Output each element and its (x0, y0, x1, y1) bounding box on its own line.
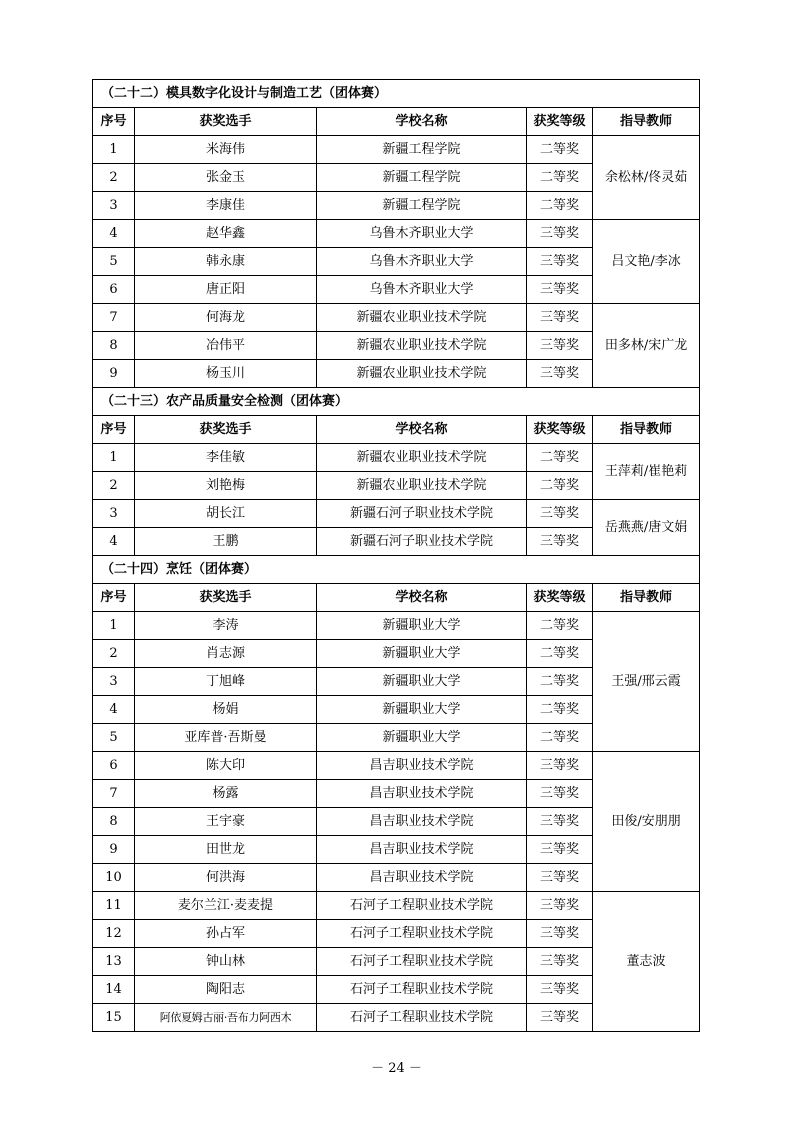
winner-name: 韩永康 (135, 248, 317, 276)
teacher-name: 岳燕燕/唐文娟 (593, 500, 700, 556)
award-level: 三等奖 (527, 304, 593, 332)
school-name: 石河子工程职业技术学院 (317, 1004, 527, 1032)
winner-name: 杨玉川 (135, 360, 317, 388)
row-number: 4 (93, 528, 135, 556)
row-number: 1 (93, 444, 135, 472)
header-winner: 获奖选手 (135, 416, 317, 444)
row-number: 6 (93, 752, 135, 780)
teacher-name: 吕文艳/李冰 (593, 220, 700, 304)
award-level: 二等奖 (527, 696, 593, 724)
school-name: 新疆职业大学 (317, 724, 527, 752)
award-level: 三等奖 (527, 332, 593, 360)
winner-name: 何洪海 (135, 864, 317, 892)
school-name: 乌鲁木齐职业大学 (317, 276, 527, 304)
row-number: 3 (93, 192, 135, 220)
school-name: 昌吉职业技术学院 (317, 780, 527, 808)
school-name: 新疆石河子职业技术学院 (317, 500, 527, 528)
teacher-name: 董志波 (593, 892, 700, 1032)
winner-name: 陈大印 (135, 752, 317, 780)
page-number: － 24 － (371, 1061, 422, 1076)
row-number: 4 (93, 696, 135, 724)
award-level: 二等奖 (527, 640, 593, 668)
school-name: 新疆工程学院 (317, 192, 527, 220)
section-title: （二十二）模具数字化设计与制造工艺（团体赛） (93, 80, 700, 108)
row-number: 15 (93, 1004, 135, 1032)
award-level: 二等奖 (527, 136, 593, 164)
school-name: 新疆职业大学 (317, 612, 527, 640)
winner-name: 冶伟平 (135, 332, 317, 360)
award-level: 三等奖 (527, 920, 593, 948)
school-name: 昌吉职业技术学院 (317, 808, 527, 836)
school-name: 新疆农业职业技术学院 (317, 360, 527, 388)
header-teacher: 指导教师 (593, 416, 700, 444)
award-level: 三等奖 (527, 500, 593, 528)
row-number: 1 (93, 612, 135, 640)
row-number: 9 (93, 836, 135, 864)
section-title-row (93, 388, 700, 416)
row-number: 3 (93, 500, 135, 528)
award-level: 二等奖 (527, 192, 593, 220)
table-row (93, 500, 700, 528)
winner-name: 张金玉 (135, 164, 317, 192)
award-level: 三等奖 (527, 808, 593, 836)
award-level: 三等奖 (527, 528, 593, 556)
award-level: 三等奖 (527, 276, 593, 304)
table-row (93, 444, 700, 472)
winner-name: 王宇豪 (135, 808, 317, 836)
row-number: 12 (93, 920, 135, 948)
row-number: 3 (93, 668, 135, 696)
row-number: 8 (93, 332, 135, 360)
row-number: 1 (93, 136, 135, 164)
winner-name: 杨娟 (135, 696, 317, 724)
header-school: 学校名称 (317, 108, 527, 136)
table-row (93, 136, 700, 164)
school-name: 新疆职业大学 (317, 696, 527, 724)
header-school: 学校名称 (317, 584, 527, 612)
header-no: 序号 (93, 416, 135, 444)
school-name: 昌吉职业技术学院 (317, 864, 527, 892)
row-number: 5 (93, 724, 135, 752)
header-row (93, 108, 700, 136)
winner-name: 何海龙 (135, 304, 317, 332)
school-name: 新疆农业职业技术学院 (317, 472, 527, 500)
school-name: 新疆工程学院 (317, 136, 527, 164)
school-name: 石河子工程职业技术学院 (317, 976, 527, 1004)
award-level: 三等奖 (527, 864, 593, 892)
winner-name: 李佳敏 (135, 444, 317, 472)
header-winner: 获奖选手 (135, 584, 317, 612)
section-title-row (93, 80, 700, 108)
winner-name: 赵华鑫 (135, 220, 317, 248)
header-row (93, 584, 700, 612)
row-number: 6 (93, 276, 135, 304)
winner-name: 田世龙 (135, 836, 317, 864)
award-level: 三等奖 (527, 360, 593, 388)
award-table (92, 79, 700, 1032)
winner-name: 陶阳志 (135, 976, 317, 1004)
row-number: 13 (93, 948, 135, 976)
winner-name: 王鹏 (135, 528, 317, 556)
section-title: （二十三）农产品质量安全检测（团体赛） (93, 388, 700, 416)
school-name: 石河子工程职业技术学院 (317, 920, 527, 948)
winner-name: 米海伟 (135, 136, 317, 164)
school-name: 新疆农业职业技术学院 (317, 332, 527, 360)
row-number: 8 (93, 808, 135, 836)
row-number: 11 (93, 892, 135, 920)
winner-name: 肖志源 (135, 640, 317, 668)
row-number: 4 (93, 220, 135, 248)
row-number: 7 (93, 780, 135, 808)
header-row (93, 416, 700, 444)
winner-name: 唐正阳 (135, 276, 317, 304)
winner-name: 阿依夏姆古丽·吾布力阿西木 (135, 1004, 317, 1032)
award-level: 三等奖 (527, 220, 593, 248)
winner-name: 刘艳梅 (135, 472, 317, 500)
winner-name: 麦尔兰江·麦麦提 (135, 892, 317, 920)
winner-name: 李康佳 (135, 192, 317, 220)
award-level: 三等奖 (527, 248, 593, 276)
award-level: 三等奖 (527, 976, 593, 1004)
row-number: 10 (93, 864, 135, 892)
section-title: （二十四）烹饪（团体赛） (93, 556, 700, 584)
header-teacher: 指导教师 (593, 108, 700, 136)
row-number: 5 (93, 248, 135, 276)
header-no: 序号 (93, 584, 135, 612)
header-level: 获奖等级 (527, 108, 593, 136)
header-winner: 获奖选手 (135, 108, 317, 136)
award-level: 三等奖 (527, 752, 593, 780)
award-level: 二等奖 (527, 724, 593, 752)
teacher-name: 田俊/安朋朋 (593, 752, 700, 892)
award-level: 二等奖 (527, 164, 593, 192)
award-level: 二等奖 (527, 472, 593, 500)
award-level: 三等奖 (527, 948, 593, 976)
school-name: 新疆职业大学 (317, 668, 527, 696)
school-name: 昌吉职业技术学院 (317, 836, 527, 864)
row-number: 2 (93, 472, 135, 500)
teacher-name: 田多林/宋广龙 (593, 304, 700, 388)
school-name: 新疆石河子职业技术学院 (317, 528, 527, 556)
header-teacher: 指导教师 (593, 584, 700, 612)
school-name: 昌吉职业技术学院 (317, 752, 527, 780)
award-level: 二等奖 (527, 612, 593, 640)
school-name: 新疆职业大学 (317, 640, 527, 668)
winner-name: 亚库普·吾斯曼 (135, 724, 317, 752)
table-row (93, 304, 700, 332)
award-level: 二等奖 (527, 444, 593, 472)
row-number: 2 (93, 164, 135, 192)
teacher-name: 余松林/佟灵茹 (593, 136, 700, 220)
school-name: 乌鲁木齐职业大学 (317, 220, 527, 248)
header-no: 序号 (93, 108, 135, 136)
winner-name: 钟山林 (135, 948, 317, 976)
award-level: 二等奖 (527, 668, 593, 696)
teacher-name: 王强/邢云霞 (593, 612, 700, 752)
school-name: 石河子工程职业技术学院 (317, 892, 527, 920)
row-number: 7 (93, 304, 135, 332)
award-level: 三等奖 (527, 1004, 593, 1032)
winner-name: 孙占军 (135, 920, 317, 948)
school-name: 乌鲁木齐职业大学 (317, 248, 527, 276)
winner-name: 李涛 (135, 612, 317, 640)
award-level: 三等奖 (527, 836, 593, 864)
table-row (93, 612, 700, 640)
row-number: 14 (93, 976, 135, 1004)
school-name: 新疆工程学院 (317, 164, 527, 192)
teacher-name: 王萍莉/崔艳莉 (593, 444, 700, 500)
award-table-body (93, 80, 700, 1032)
school-name: 新疆农业职业技术学院 (317, 304, 527, 332)
header-school: 学校名称 (317, 416, 527, 444)
row-number: 9 (93, 360, 135, 388)
winner-name: 胡长江 (135, 500, 317, 528)
winner-name: 丁旭峰 (135, 668, 317, 696)
row-number: 2 (93, 640, 135, 668)
header-level: 获奖等级 (527, 416, 593, 444)
table-row (93, 752, 700, 780)
section-title-row (93, 556, 700, 584)
table-row (93, 220, 700, 248)
school-name: 新疆农业职业技术学院 (317, 444, 527, 472)
award-level: 三等奖 (527, 892, 593, 920)
award-level: 三等奖 (527, 780, 593, 808)
table-row (93, 892, 700, 920)
winner-name: 杨露 (135, 780, 317, 808)
header-level: 获奖等级 (527, 584, 593, 612)
school-name: 石河子工程职业技术学院 (317, 948, 527, 976)
